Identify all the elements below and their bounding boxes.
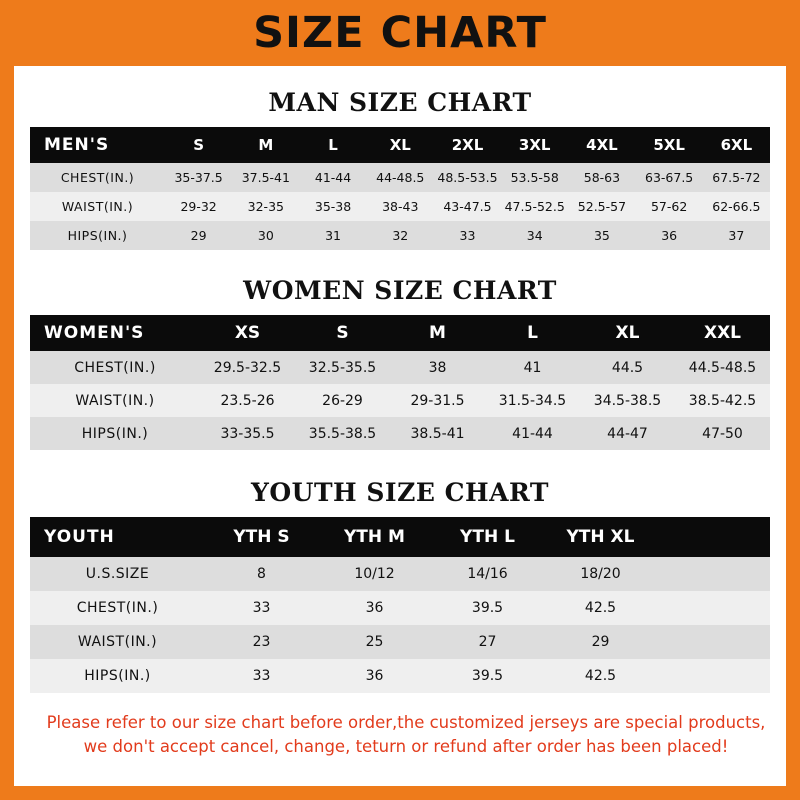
cell: 35 (568, 221, 635, 250)
youth-col-empty (657, 517, 770, 557)
cell: 44.5 (580, 351, 675, 384)
youth-table-header (30, 517, 770, 557)
cell: 29-32 (165, 192, 232, 221)
cell: 47-50 (675, 417, 770, 450)
women-col-xl: XL (580, 315, 675, 351)
women-col-xs: XS (200, 315, 295, 351)
cell: 42.5 (544, 591, 657, 625)
cell: 41-44 (485, 417, 580, 450)
cell: 31.5-34.5 (485, 384, 580, 417)
cell: 58-63 (568, 163, 635, 192)
cell (657, 591, 770, 625)
cell: 62-66.5 (703, 192, 770, 221)
women-col-l: L (485, 315, 580, 351)
man-col-6xl: 6XL (703, 127, 770, 163)
cell: 35-38 (299, 192, 366, 221)
women-size-table (30, 315, 770, 450)
man-col-3xl: 3XL (501, 127, 568, 163)
cell: 29-31.5 (390, 384, 485, 417)
row-label: U.S.SIZE (30, 557, 205, 591)
cell (657, 557, 770, 591)
cell: 26-29 (295, 384, 390, 417)
cell: 23 (205, 625, 318, 659)
row-label: CHEST(IN.) (30, 163, 165, 192)
man-col-4xl: 4XL (568, 127, 635, 163)
cell: 47.5-52.5 (501, 192, 568, 221)
row-label: CHEST(IN.) (30, 351, 200, 384)
cell (657, 625, 770, 659)
table-header-row (30, 517, 770, 557)
cell: 33 (205, 659, 318, 693)
cell: 43-47.5 (434, 192, 501, 221)
cell: 63-67.5 (636, 163, 703, 192)
table-row (30, 192, 770, 221)
cell: 52.5-57 (568, 192, 635, 221)
row-label: WAIST(IN.) (30, 192, 165, 221)
youth-col-label: YOUTH (30, 517, 205, 557)
man-size-table (30, 127, 770, 250)
cell: 25 (318, 625, 431, 659)
cell: 36 (318, 659, 431, 693)
cell: 39.5 (431, 591, 544, 625)
footer-note-line-2: we don't accept cancel, change, teturn or refund after order has been placed! (83, 736, 729, 756)
cell: 42.5 (544, 659, 657, 693)
women-section-title: WOMEN SIZE CHART (243, 276, 557, 305)
table-row (30, 163, 770, 192)
footer-note-line-1: Please refer to our size chart before order,the customized jerseys are special products, (46, 713, 766, 732)
man-section-title: MAN SIZE CHART (268, 88, 532, 117)
women-col-label: WOMEN'S (30, 315, 200, 351)
bottom-band (0, 786, 800, 800)
cell: 38.5-41 (390, 417, 485, 450)
table-row (30, 591, 770, 625)
man-col-5xl: 5XL (636, 127, 703, 163)
table-row (30, 384, 770, 417)
cell: 44.5-48.5 (675, 351, 770, 384)
content-area (14, 88, 786, 759)
cell: 41 (485, 351, 580, 384)
cell: 33 (205, 591, 318, 625)
cell: 27 (431, 625, 544, 659)
cell: 29 (165, 221, 232, 250)
cell: 33-35.5 (200, 417, 295, 450)
cell: 37 (703, 221, 770, 250)
cell: 35-37.5 (165, 163, 232, 192)
women-col-m: M (390, 315, 485, 351)
table-header-row (30, 315, 770, 351)
cell: 34 (501, 221, 568, 250)
man-table-body (30, 163, 770, 250)
man-col-label: MEN'S (30, 127, 165, 163)
youth-col-s: YTH S (205, 517, 318, 557)
cell: 31 (299, 221, 366, 250)
cell: 23.5-26 (200, 384, 295, 417)
cell: 57-62 (636, 192, 703, 221)
page-title: SIZE CHART (253, 7, 547, 58)
man-col-s: S (165, 127, 232, 163)
header-band (14, 0, 786, 66)
cell: 53.5-58 (501, 163, 568, 192)
cell: 33 (434, 221, 501, 250)
cell: 32-35 (232, 192, 299, 221)
row-label: CHEST(IN.) (30, 591, 205, 625)
cell: 38.5-42.5 (675, 384, 770, 417)
youth-size-table (30, 517, 770, 693)
women-table-header (30, 315, 770, 351)
man-table-header (30, 127, 770, 163)
cell: 14/16 (431, 557, 544, 591)
cell: 32 (367, 221, 434, 250)
cell: 67.5-72 (703, 163, 770, 192)
cell: 38-43 (367, 192, 434, 221)
cell: 35.5-38.5 (295, 417, 390, 450)
cell: 48.5-53.5 (434, 163, 501, 192)
youth-section-title: YOUTH SIZE CHART (251, 478, 549, 507)
table-row (30, 351, 770, 384)
row-label: WAIST(IN.) (30, 384, 200, 417)
cell: 36 (636, 221, 703, 250)
table-header-row (30, 127, 770, 163)
row-label: HIPS(IN.) (30, 659, 205, 693)
cell: 10/12 (318, 557, 431, 591)
footer-note (26, 711, 786, 759)
man-col-2xl: 2XL (434, 127, 501, 163)
cell: 34.5-38.5 (580, 384, 675, 417)
row-label: HIPS(IN.) (30, 221, 165, 250)
women-col-s: S (295, 315, 390, 351)
youth-table-body (30, 557, 770, 693)
cell: 29 (544, 625, 657, 659)
cell: 29.5-32.5 (200, 351, 295, 384)
cell: 18/20 (544, 557, 657, 591)
women-table-body (30, 351, 770, 450)
cell: 44-47 (580, 417, 675, 450)
youth-col-m: YTH M (318, 517, 431, 557)
women-col-xxl: XXL (675, 315, 770, 351)
cell: 44-48.5 (367, 163, 434, 192)
table-row (30, 417, 770, 450)
cell: 32.5-35.5 (295, 351, 390, 384)
cell: 41-44 (299, 163, 366, 192)
cell: 39.5 (431, 659, 544, 693)
cell: 8 (205, 557, 318, 591)
youth-col-xl: YTH XL (544, 517, 657, 557)
cell (657, 659, 770, 693)
man-col-m: M (232, 127, 299, 163)
man-col-xl: XL (367, 127, 434, 163)
row-label: WAIST(IN.) (30, 625, 205, 659)
table-row (30, 659, 770, 693)
table-row (30, 625, 770, 659)
row-label: HIPS(IN.) (30, 417, 200, 450)
cell: 30 (232, 221, 299, 250)
cell: 36 (318, 591, 431, 625)
table-row (30, 221, 770, 250)
cell: 37.5-41 (232, 163, 299, 192)
cell: 38 (390, 351, 485, 384)
man-col-l: L (299, 127, 366, 163)
youth-col-l: YTH L (431, 517, 544, 557)
table-row (30, 557, 770, 591)
